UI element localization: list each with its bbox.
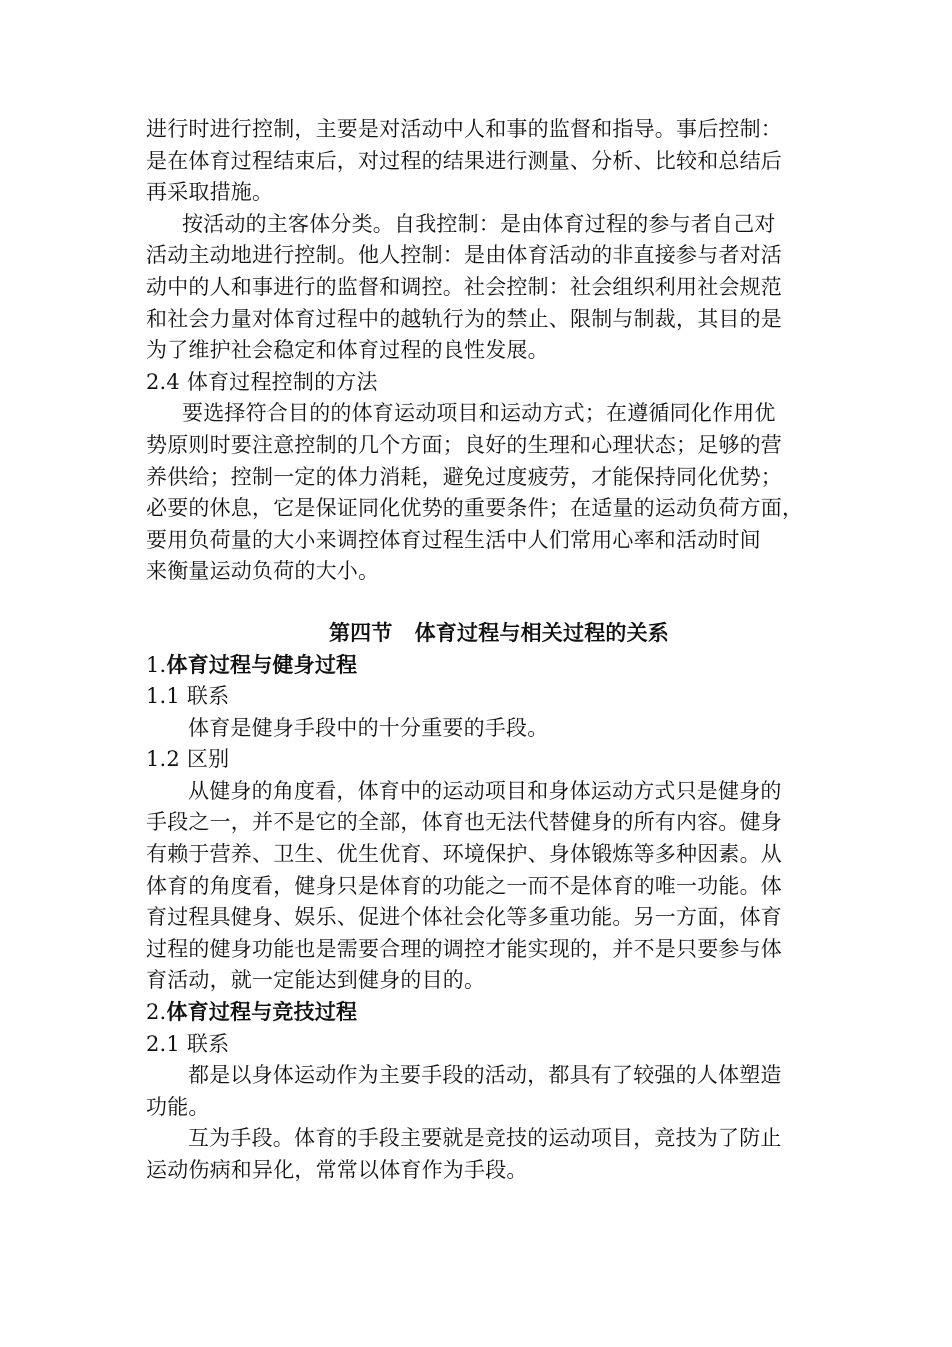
paragraph-difference [146, 776, 812, 997]
heading-text: 体育过程与竞技过程 [166, 1000, 358, 1025]
section-gap [146, 588, 812, 618]
text-line: 必要的休息，它是保证同化优势的重要条件；在适量的运动负荷方面， [146, 496, 804, 521]
text-line: 活动主动地进行控制。他人控制：是由体育活动的非直接参与者对活 [146, 243, 782, 268]
text-line: 要选择符合目的的体育运动项目和运动方式；在遵循同化作用优 [182, 401, 776, 426]
paragraph-control-timing [146, 114, 812, 209]
paragraph-relation [146, 1060, 812, 1123]
text-line: 进行时进行控制，主要是对活动中人和事的监督和指导。事后控制： [146, 117, 782, 141]
text-line: 手段之一，并不是它的全部，体育也无法代替健身的所有内容。健身 [146, 810, 782, 835]
section-name: 体育过程与相关过程的关系 [414, 620, 669, 645]
text-line: 都是以身体运动作为主要手段的活动，都具有了较强的人体塑造 [188, 1063, 782, 1088]
paragraph-control-methods [146, 398, 812, 588]
section-title [146, 618, 812, 650]
text-line: 育过程具健身、娱乐、促进个体社会化等多重功能。另一方面，体育 [146, 905, 782, 930]
text-line: 体育是健身手段中的十分重要的手段。 [188, 715, 549, 740]
text-line: 运动伤病和异化，常常以体育作为手段。 [146, 1158, 528, 1182]
text-line: 过程的健身功能也是需要合理的调控才能实现的，并不是只要参与体 [146, 936, 782, 961]
heading-number: 2. [146, 1000, 167, 1025]
paragraph-mutual-means [146, 1123, 812, 1186]
text-line: 从健身的角度看，体育中的运动项目和身体运动方式只是健身的 [188, 778, 782, 803]
heading-2 [146, 997, 812, 1029]
text-line: 互为手段。体育的手段主要就是竞技的运动项目，竞技为了防止 [188, 1126, 782, 1151]
heading-1 [146, 650, 812, 682]
subheading-1-1: 1.1 联系 [146, 684, 230, 709]
subheading-2-4: 2.4 体育过程控制的方法 [146, 369, 378, 394]
document-page [146, 114, 812, 1187]
text-line: 为了维护社会稳定和体育过程的良性发展。 [146, 338, 549, 363]
heading-number: 1. [146, 652, 167, 677]
text-line: 有赖于营养、卫生、优生优育、环境保护、身体锻炼等多种因素。从 [146, 842, 782, 867]
text-line: 要用负荷量的大小来调控体育过程生活中人们常用心率和活动时间 [146, 527, 761, 552]
text-line: 体育的角度看，健身只是体育的功能之一而不是体育的唯一功能。体 [146, 873, 782, 898]
text-line: 功能。 [146, 1094, 210, 1119]
text-line: 来衡量运动负荷的大小。 [146, 559, 380, 584]
text-line: 动中的人和事进行的监督和调控。社会控制：社会组织利用社会规范 [146, 274, 782, 299]
heading-text: 体育过程与健身过程 [166, 652, 358, 677]
text-line: 养供给；控制一定的体力消耗，避免过度疲劳，才能保持同化优势； [146, 464, 782, 489]
section-number: 第四节 [328, 620, 393, 645]
text-line: 势原则时要注意控制的几个方面；良好的生理和心理状态；足够的营 [146, 432, 782, 457]
subheading-1-2: 1.2 区别 [146, 747, 230, 772]
text-line: 是在体育过程结束后，对过程的结果进行测量、分析、比较和总结后 [146, 148, 782, 173]
paragraph-control-subject [146, 209, 812, 367]
subheading-2-1: 2.1 联系 [146, 1031, 230, 1056]
text-line: 和社会力量对体育过程中的越轨行为的禁止、限制与制裁，其目的是 [146, 306, 782, 331]
text-line: 再采取措施。 [146, 180, 274, 205]
text-line: 按活动的主客体分类。自我控制：是由体育过程的参与者自己对 [182, 211, 776, 236]
text-line: 育活动，就一定能达到健身的目的。 [146, 968, 486, 993]
